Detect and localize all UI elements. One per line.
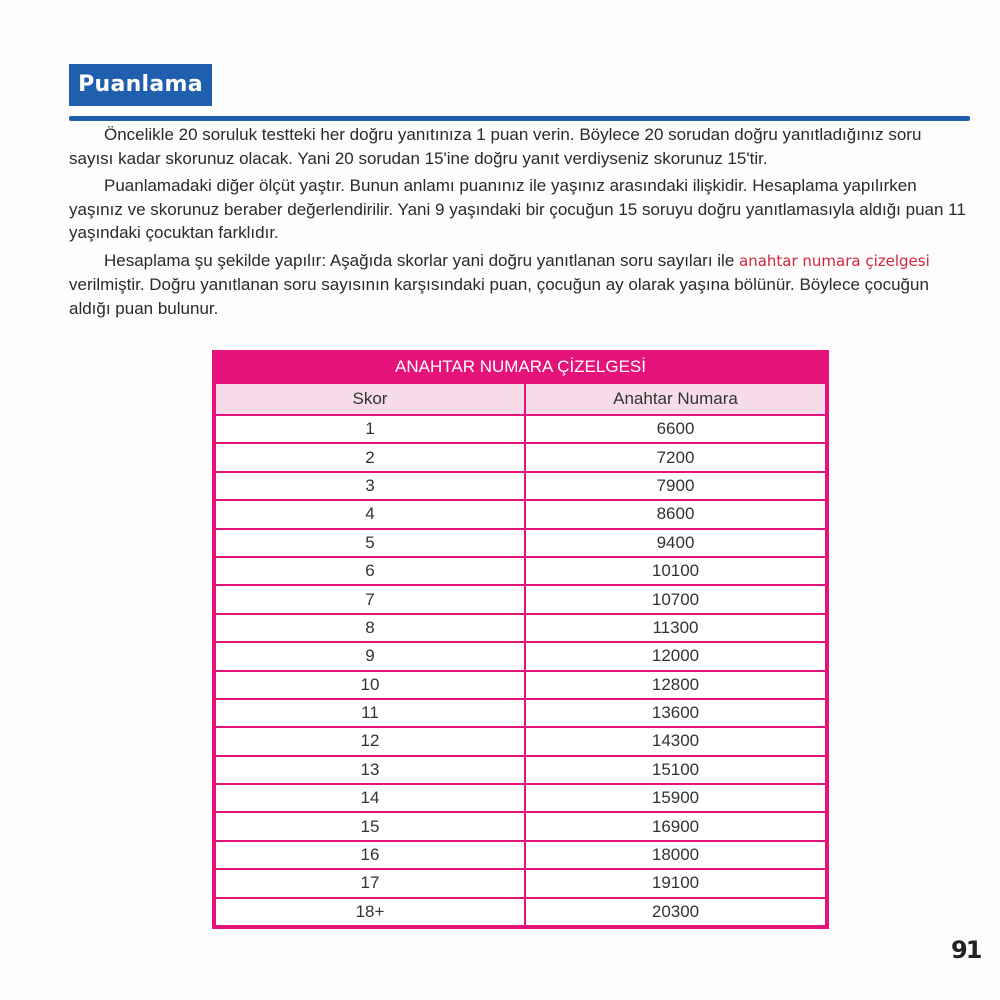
key-number-cell: 7900 <box>525 472 826 500</box>
key-number-cell: 18000 <box>525 841 826 869</box>
paragraph-3 <box>69 249 969 321</box>
key-number-cell: 13600 <box>525 699 826 727</box>
score-cell: 12 <box>215 727 525 755</box>
table-row <box>215 415 826 443</box>
table-row <box>215 557 826 585</box>
key-number-table <box>212 350 829 929</box>
heading-rule <box>69 116 970 121</box>
table-row <box>215 898 826 926</box>
score-cell: 13 <box>215 756 525 784</box>
key-number-cell: 8600 <box>525 500 826 528</box>
body-text <box>69 123 969 324</box>
key-number-cell: 15900 <box>525 784 826 812</box>
table-row <box>215 727 826 755</box>
score-cell: 3 <box>215 472 525 500</box>
key-number-cell: 12000 <box>525 642 826 670</box>
key-number-cell: 6600 <box>525 415 826 443</box>
score-cell: 15 <box>215 812 525 840</box>
key-number-cell: 16900 <box>525 812 826 840</box>
score-cell: 4 <box>215 500 525 528</box>
table-body <box>215 415 826 926</box>
table-row <box>215 529 826 557</box>
score-cell: 8 <box>215 614 525 642</box>
header-score: Skor <box>215 383 525 415</box>
table-row <box>215 671 826 699</box>
score-cell: 1 <box>215 415 525 443</box>
score-cell: 17 <box>215 869 525 897</box>
section-heading: Puanlama <box>69 64 212 106</box>
score-cell: 5 <box>215 529 525 557</box>
key-number-cell: 10700 <box>525 585 826 613</box>
table-row <box>215 784 826 812</box>
paragraph-1: Öncelikle 20 soruluk testteki her doğru yanıtınıza 1 puan verin. Böylece 20 sorudan doğru yanıtladığınız soru sayısı kadar skorunuz olacak. Yani 20 sorudan 15'ine doğru yanıt verdiyseniz skorunuz 15'tir. <box>69 125 922 168</box>
table-grid <box>214 382 827 927</box>
highlighted-term: anahtar numara çizelgesi <box>739 251 930 270</box>
table-row <box>215 614 826 642</box>
key-number-cell: 20300 <box>525 898 826 926</box>
table-row <box>215 472 826 500</box>
key-number-cell: 15100 <box>525 756 826 784</box>
table-row <box>215 585 826 613</box>
key-number-cell: 9400 <box>525 529 826 557</box>
header-key-number: Anahtar Numara <box>525 383 826 415</box>
table-row <box>215 642 826 670</box>
table-row <box>215 699 826 727</box>
score-cell: 18+ <box>215 898 525 926</box>
table-header-row <box>215 383 826 415</box>
table-title: ANAHTAR NUMARA ÇİZELGESİ <box>214 352 827 382</box>
page-number: 91 <box>951 936 981 964</box>
key-number-cell: 14300 <box>525 727 826 755</box>
key-number-cell: 19100 <box>525 869 826 897</box>
table-row <box>215 869 826 897</box>
score-cell: 10 <box>215 671 525 699</box>
paragraph-3-start: Hesaplama şu şekilde yapılır: Aşağıda skorlar yani doğru yanıtlanan soru sayıları ile <box>104 250 739 270</box>
table-row <box>215 443 826 471</box>
table-row <box>215 756 826 784</box>
table-row <box>215 841 826 869</box>
score-cell: 16 <box>215 841 525 869</box>
score-cell: 11 <box>215 699 525 727</box>
score-cell: 2 <box>215 443 525 471</box>
score-cell: 9 <box>215 642 525 670</box>
paragraph-2: Puanlamadaki diğer ölçüt yaştır. Bunun anlamı puanınız ile yaşınız arasındaki ilişkidir. Hesaplama yapılırken yaşınız ve skorunuz beraber değerlendirilir. Yani 9 yaşındaki bir çocuğun 15 soruyu doğru yanıtlamasıyla aldığı puan 11 yaşındaki çocuktan farklıdır. <box>69 176 966 242</box>
score-cell: 14 <box>215 784 525 812</box>
key-number-cell: 11300 <box>525 614 826 642</box>
table-row <box>215 500 826 528</box>
key-number-cell: 12800 <box>525 671 826 699</box>
score-cell: 7 <box>215 585 525 613</box>
score-cell: 6 <box>215 557 525 585</box>
key-number-cell: 7200 <box>525 443 826 471</box>
key-number-cell: 10100 <box>525 557 826 585</box>
table-row <box>215 812 826 840</box>
paragraph-3-end: verilmiştir. Doğru yanıtlanan soru sayısının karşısındaki puan, çocuğun ay olarak yaşına bölünür. Böylece çocuğun aldığı puan bulunur. <box>69 275 929 318</box>
